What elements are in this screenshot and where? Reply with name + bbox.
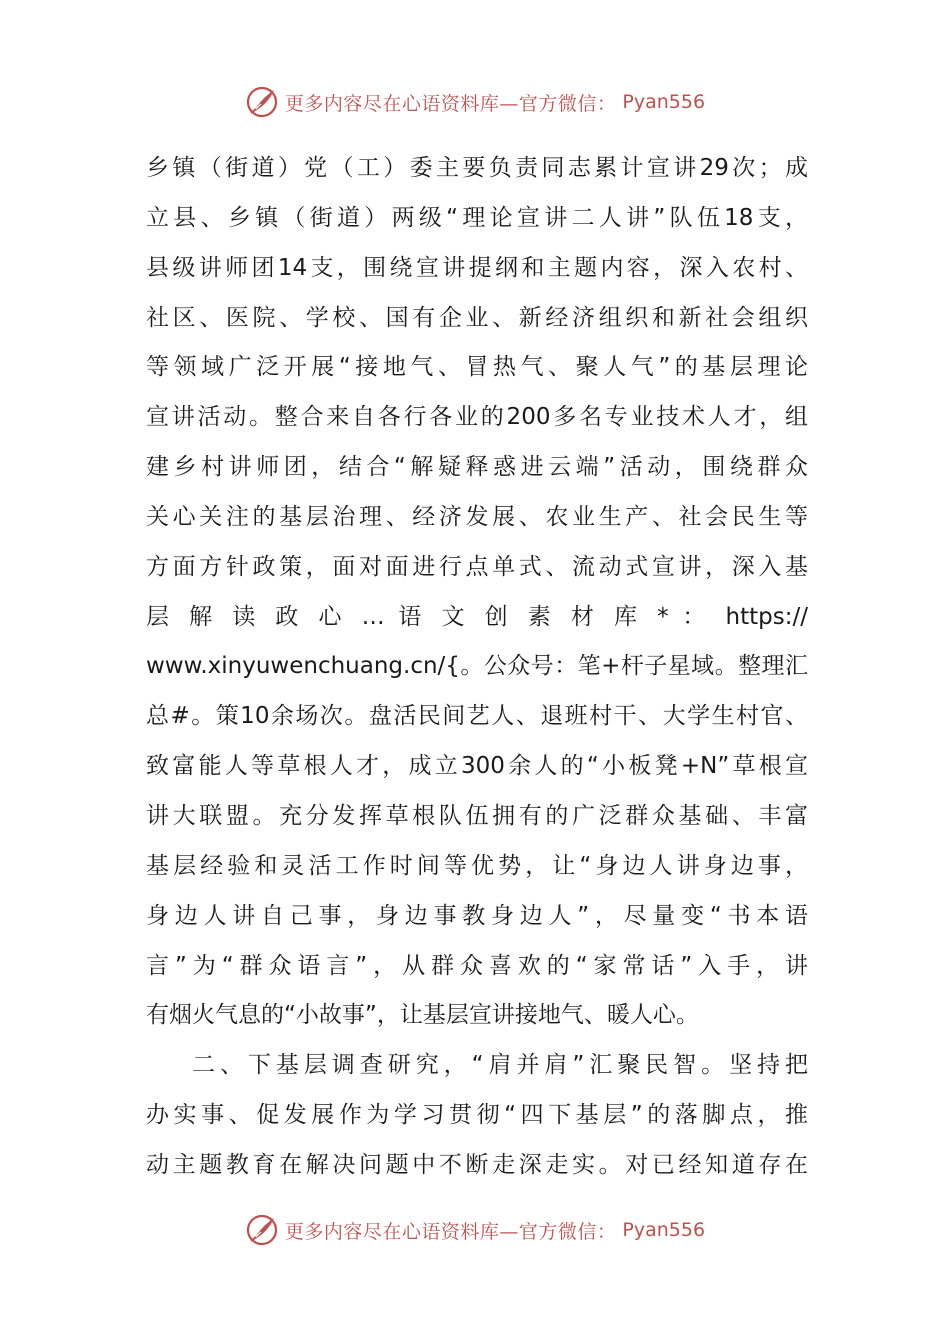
footer-banner: [0, 1210, 950, 1250]
text-line: 县级讲师团14支，围绕宣讲提纲和主题内容，深入农村、: [146, 254, 808, 281]
text-line: 身边人讲自己事，身边事教身边人”，尽量变“书本语: [146, 902, 808, 929]
quill-pen-logo-icon: [245, 85, 279, 119]
text-line: 宣讲活动。整合来自各行各业的200多名专业技术人才，组: [146, 404, 808, 431]
text-line: 二、下基层调查研究，“肩并肩”汇聚民智。坚持把: [192, 1052, 808, 1079]
header-banner: [0, 82, 950, 122]
text-line: 建乡村讲师团，结合“解疑释惑进云端”活动，围绕群众: [146, 454, 808, 481]
text-line: 层 解 读 政 心 … 语 文 创 素 材 库 * ： https://: [146, 603, 808, 630]
text-line: 关心关注的基层治理、经济发展、农业生产、社会民生等: [146, 503, 808, 530]
text-line: 乡镇（街道）党（工）委主要负责同志累计宣讲29次；成: [146, 155, 808, 181]
text-line: www.xinyuwenchuang.cn/{。公众号：笔+杆子星域。整理汇: [146, 653, 808, 680]
document-body: [146, 144, 808, 1191]
footer-banner-contact: Pyan556: [622, 1219, 706, 1241]
quill-pen-logo-icon: [245, 1213, 279, 1247]
footer-banner-text: 更多内容尽在心语资料库—官方微信：: [284, 1220, 617, 1243]
text-line: 等领域广泛开展“接地气、冒热气、聚人气”的基层理论: [146, 354, 808, 381]
text-line: 动主题教育在解决问题中不断走深走实。对已经知道存在: [146, 1151, 808, 1178]
header-banner-contact: Pyan556: [622, 91, 706, 113]
text-line: 有烟火气息的“小故事”，让基层宣讲接地气、暖人心。: [146, 1002, 699, 1029]
text-line: 言”为“群众语言”，从群众喜欢的“家常话”入手，讲: [146, 952, 808, 979]
text-line: 办实事、促发展作为学习贯彻“四下基层”的落脚点，推: [146, 1102, 808, 1129]
text-line: 基层经验和灵活工作时间等优势，让“身边人讲身边事，: [146, 852, 808, 879]
text-line: 讲大联盟。充分发挥草根队伍拥有的广泛群众基础、丰富: [146, 802, 808, 829]
header-banner-text: 更多内容尽在心语资料库—官方微信：: [284, 92, 617, 115]
text-line: 致富能人等草根人才，成立300余人的“小板凳+N”草根宣: [146, 753, 808, 780]
text-line: 方面方针政策，面对面进行点单式、流动式宣讲，深入基: [146, 553, 808, 580]
text-line: 立县、乡镇（街道）两级“理论宣讲二人讲”队伍18支，: [146, 204, 808, 231]
text-line: 社区、医院、学校、国有企业、新经济组织和新社会组织: [146, 304, 808, 331]
text-line: 总#。策10余场次。盘活民间艺人、退班村干、大学生村官、: [146, 703, 808, 730]
